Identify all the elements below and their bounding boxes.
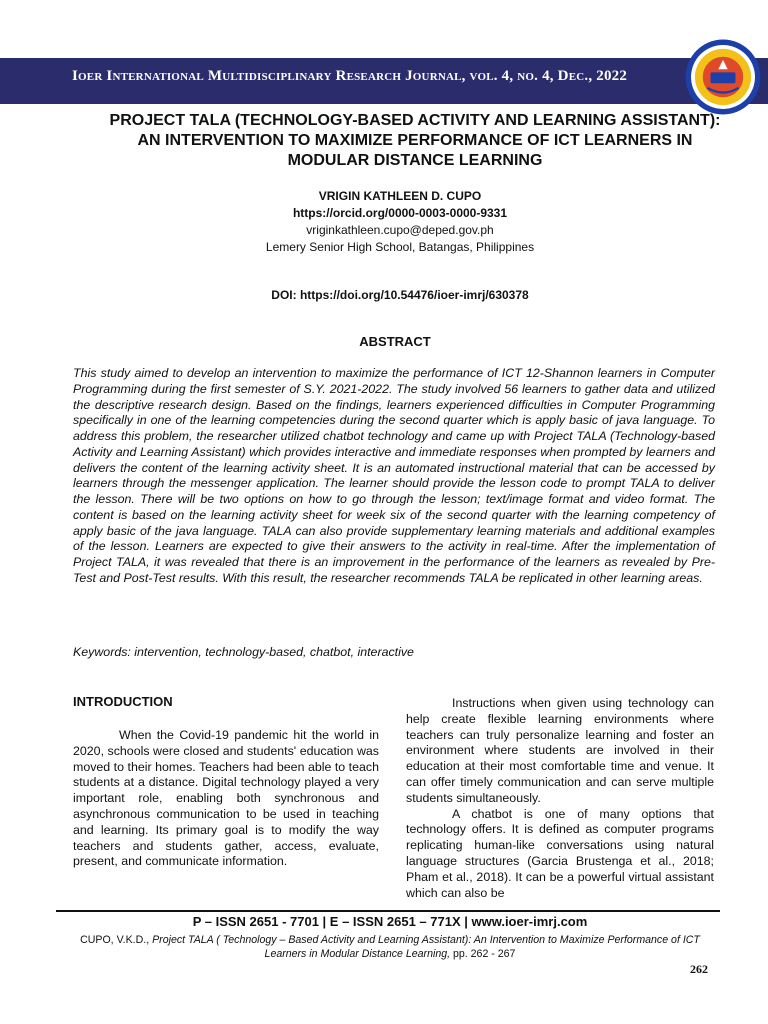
keywords: Keywords: intervention, technology-based, chatbot, interactive xyxy=(73,645,414,659)
intro-paragraph-1: When the Covid-19 pandemic hit the world in 2020, schools were closed and students' education was moved to their homes. Teachers had been able to teach students at a distance. Digital technology played a very important role, enabling both synchronous and asynchronous communication to be used in teaching and learning. Its primary goal is to modify the way teachers and students gather, access, evaluate, present, and communicate information. xyxy=(73,728,379,869)
footer-issn: P – ISSN 2651 - 7701 | E – ISSN 2651 – 771X | www.ioer-imrj.com xyxy=(192,914,588,929)
introduction-heading: INTRODUCTION xyxy=(73,694,173,709)
footer-divider xyxy=(56,910,720,912)
intro-left-column xyxy=(73,728,379,870)
citation-title: Project TALA ( Technology – Based Activity and Learning Assistant): An Intervention to Maximize Performance of ICT Learners in Modular Distance Learning, xyxy=(152,934,700,960)
author-orcid-link[interactable]: https://orcid.org/0000-0003-0000-9331 xyxy=(292,206,508,220)
author-affiliation: Lemery Senior High School, Batangas, Philippines xyxy=(265,240,535,254)
journal-name: Ioer International Multidisciplinary Research Journal, vol. 4, no. 4, Dec., 2022 xyxy=(72,68,628,84)
author-email[interactable]: vriginkathleen.cupo@deped.gov.ph xyxy=(306,223,494,237)
journal-header-banner xyxy=(0,58,768,104)
author-block xyxy=(200,188,600,256)
intro-paragraph-3: A chatbot is one of many options that technology offers. It is defined as computer programs replicating human-like conversations using natural language structures (Garcia Brustenga et al., 2018; Pham et al., 2018). It can be a powerful virtual assistant which can also be xyxy=(406,806,714,900)
author-name: VRIGIN KATHLEEN D. CUPO xyxy=(318,189,482,203)
abstract-body: This study aimed to develop an intervention to maximize the performance of ICT 12-Shannon learners in Computer Programming during the first semester of S.Y. 2021-2022. The study involved 56 learners to gather data and utilized the descriptive research design. Based on the findings, learners experienced difficulties in Computer Programming specifically in one of the learning competencies during the second quarter which is apply basic of java language. To address this problem, the researcher utilized chatbot technology and came up with Project TALA (Technology-based Activity and Learning Assistant) which provides interactive and immediate responses when prompted by learners and delivers the content of the learning activity sheet. It is an automated instructional material that can be accessed by learners through the messenger application. The learner should provide the lesson code to prompt TALA to deliver the lesson. There will be two options on how to go through the lesson; text/image format and video format. The content is based on the learning activity sheet for week six of the second quarter with the learning competency of apply basic of the java language. TALA can also provide supplementary learning materials and additional examples of the lesson. Learners are expected to give their answers to the activity in real-time. After the implementation of Project TALA, it was revealed that there is an improvement in the performance of the learners as revealed by Pre-Test and Post-Test results. With this result, the researcher recommends TALA be replicated in other learning areas. xyxy=(73,366,715,585)
journal-seal-icon xyxy=(684,38,762,116)
page-number: 262 xyxy=(690,962,708,976)
abstract-heading: ABSTRACT xyxy=(359,334,431,349)
doi-link[interactable]: DOI: https://doi.org/10.54476/ioer-imrj/630378 xyxy=(271,288,529,302)
citation-author: CUPO, V.K.D., xyxy=(80,934,153,946)
footer-citation xyxy=(80,933,700,961)
citation-pages: pp. 262 - 267 xyxy=(450,948,516,960)
intro-paragraph-2: Instructions when given using technology can help create flexible learning environments where teachers can truly personalize learning and foster an environment where students are involved in their education at their most comfortable time and venue. It can offer timely communication and can serve multiple students simultaneously. xyxy=(406,696,714,805)
article-title: PROJECT TALA (TECHNOLOGY-BASED ACTIVITY AND LEARNING ASSISTANT): AN INTERVENTION TO MAXIMIZE PERFORMANCE OF ICT LEARNERS IN MODULAR DISTANCE LEARNING xyxy=(109,112,721,169)
intro-right-column xyxy=(406,696,714,901)
